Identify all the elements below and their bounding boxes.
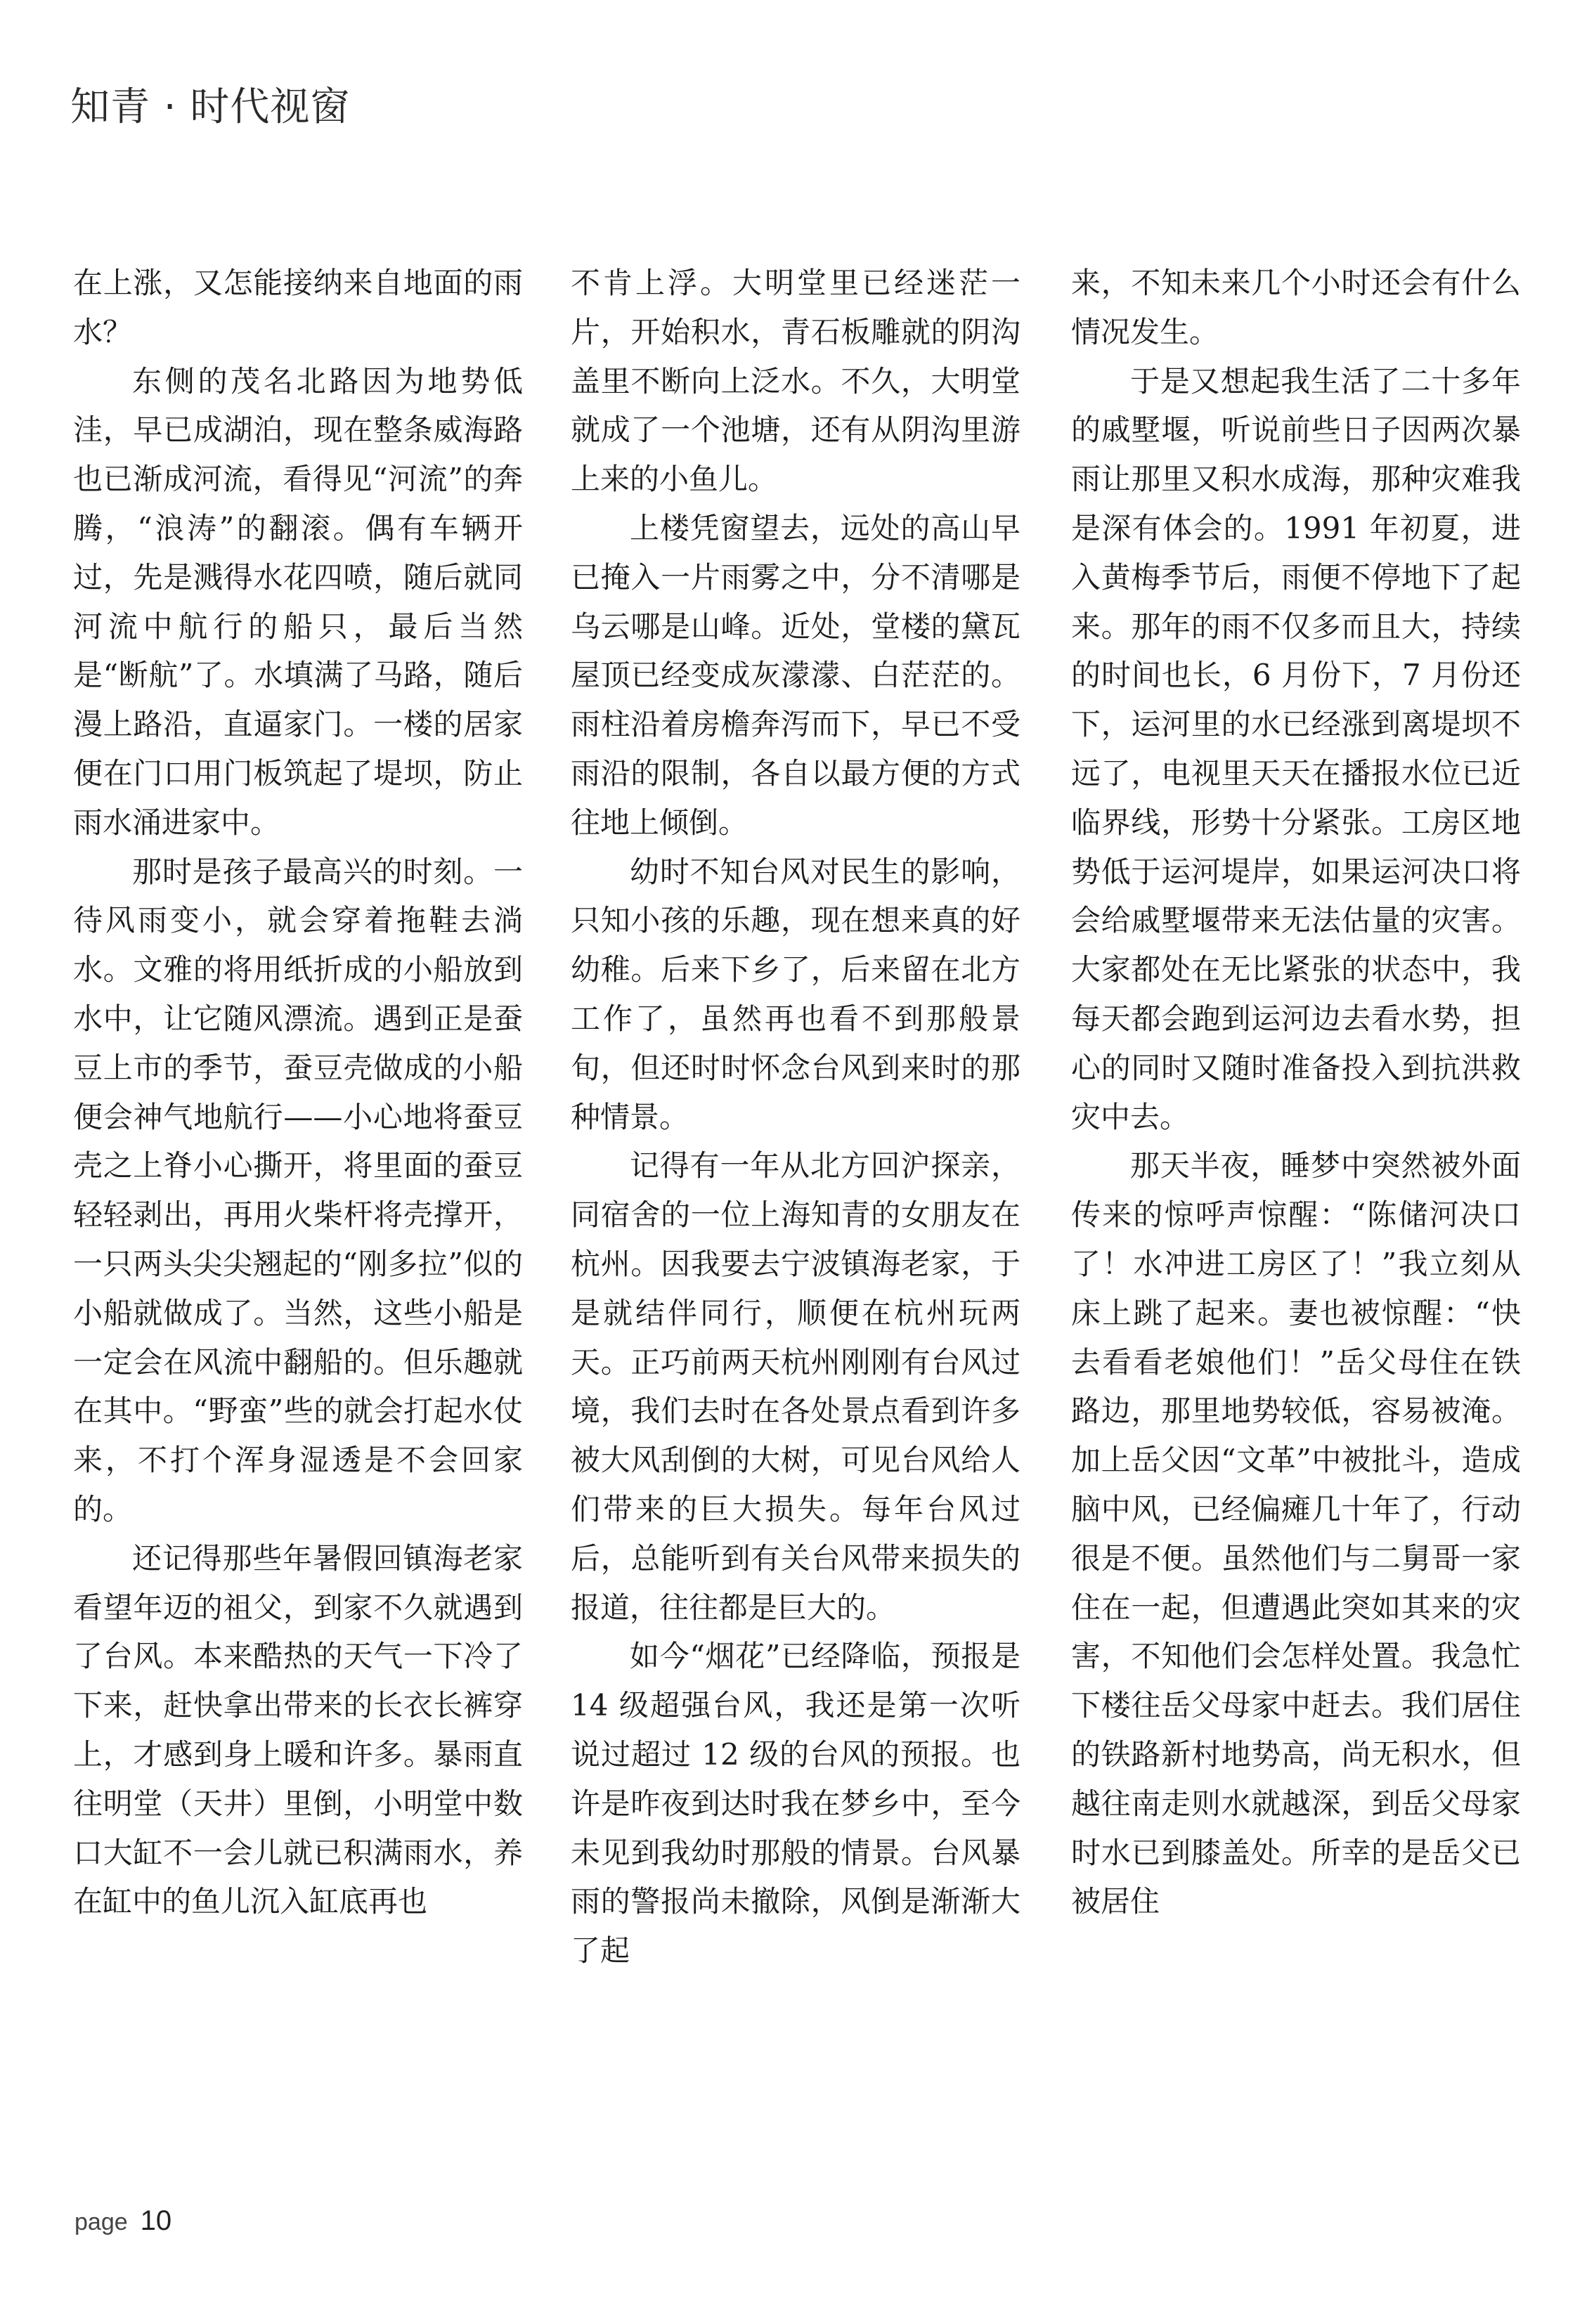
paragraph: 幼时不知台风对民生的影响，只知小孩的乐趣，现在想来真的好幼稚。后来下乡了，后来留在北方工作了，虽然再也看不到那般景旬，但还时时怀念台风到来时的那种情景。 <box>571 854 1020 1134</box>
text-column-2 <box>571 259 1020 1975</box>
paragraph: 那时是孩子最高兴的时刻。一待风雨变小，就会穿着拖鞋去淌水。文雅的将用纸折成的小船放到水中，让它随风漂流。遇到正是蚕豆上市的季节，蚕豆壳做成的小船便会神气地航行——小心地将蚕豆壳之上脊小心撕开，将里面的蚕豆轻轻剥出，再用火柴杆将壳撑开，一只两头尖尖翘起的“刚多拉”似的小船就做成了。当然，这些小船是一定会在风流中翻船的。但乐趣就在其中。“野蛮”些的就会打起水仗来，不打个浑身湿透是不会回家的。 <box>73 854 523 1526</box>
text-column-3 <box>1071 259 1521 1926</box>
paragraph: 来，不知未来几个小时还会有什么情况发生。 <box>1071 266 1521 349</box>
paragraph: 上楼凭窗望去，远处的高山早已掩入一片雨雾之中，分不清哪是乌云哪是山峰。近处，堂楼的黛瓦屋顶已经变成灰濛濛、白茫茫的。雨柱沿着房檐奔泻而下，早已不受雨沿的限制，各自以最方便的方式往地上倾倒。 <box>571 510 1020 840</box>
paragraph: 东侧的茂名北路因为地势低洼，早已成湖泊，现在整条威海路也已渐成河流，看得见“河流”的奔腾，“浪涛”的翻滚。偶有车辆开过，先是溅得水花四喷，随后就同河流中航行的船只，最后当然是“断航”了。水填满了马路，随后漫上路沿，直逼家门。一楼的居家便在门口用门板筑起了堤坝，防止雨水涌进家中。 <box>73 363 523 840</box>
paragraph: 于是又想起我生活了二十多年的戚墅堰，听说前些日子因两次暴雨让那里又积水成海，那种灾难我是深有体会的。1991 年初夏，进入黄梅季节后，雨便不停地下了起来。那年的雨不仅多而且大，持续的时间也长，6 月份下，7 月份还下，运河里的水已经涨到离堤坝不远了，电视里天天在播报水位已近临界线，形势十分紧张。工房区地势低于运河堤岸，如果运河决口将会给戚墅堰带来无法估量的灾害。大家都处在无比紧张的状态中，我每天都会跑到运河边去看水势，担心的同时又随时准备投入到抗洪救灾中去。 <box>1071 363 1521 1134</box>
page-label: page <box>74 2209 128 2235</box>
paragraph: 记得有一年从北方回沪探亲，同宿舍的一位上海知青的女朋友在杭州。因我要去宁波镇海老家，于是就结伴同行，顺便在杭州玩两天。正巧前两天杭州刚刚有台风过境，我们去时在各处景点看到许多被大风刮倒的大树，可见台风给人们带来的巨大损失。每年台风过后，总能听到有关台风带来损失的报道，往往都是巨大的。 <box>571 1148 1020 1625</box>
section-header: 知青 · 时代视窗 <box>70 84 351 130</box>
paragraph: 还记得那些年暑假回镇海老家看望年迈的祖父，到家不久就遇到了台风。本来酷热的天气一下冷了下来，赶快拿出带来的长衣长裤穿上，才感到身上暖和许多。暴雨直往明堂（天井）里倒，小明堂中数口大缸不一会儿就已积满雨水，养在缸中的鱼儿沉入缸底再也 <box>73 1540 523 1919</box>
text-column-1 <box>73 259 523 1926</box>
page-footer <box>74 2205 171 2237</box>
paragraph: 不肯上浮。大明堂里已经迷茫一片，开始积水，青石板雕就的阴沟盖里不断向上泛水。不久，大明堂就成了一个池塘，还有从阴沟里游上来的小鱼儿。 <box>571 266 1020 497</box>
paragraph: 那天半夜，睡梦中突然被外面传来的惊呼声惊醒：“陈储河决口了！水冲进工房区了！”我立刻从床上跳了起来。妻也被惊醒：“快去看看老娘他们！”岳父母住在铁路边，那里地势较低，容易被淹。加上岳父因“文革”中被批斗，造成脑中风，已经偏瘫几十年了，行动很是不便。虽然他们与二舅哥一家住在一起，但遭遇此突如其来的灾害，不知他们会怎样处置。我急忙下楼往岳父母家中赶去。我们居住的铁路新村地势高，尚无积水，但越往南走则水就越深，到岳父母家时水已到膝盖处。所幸的是岳父已被居住 <box>1071 1148 1521 1919</box>
page-number: 10 <box>140 2205 172 2236</box>
paragraph: 在上涨，又怎能接纳来自地面的雨水？ <box>73 266 523 349</box>
paragraph: 如今“烟花”已经降临，预报是 14 级超强台风，我还是第一次听说过超过 12 级的台风的预报。也许是昨夜到达时我在梦乡中，至今未见到我幼时那般的情景。台风暴雨的警报尚未撤除，风倒是渐渐大了起 <box>571 1639 1020 1968</box>
